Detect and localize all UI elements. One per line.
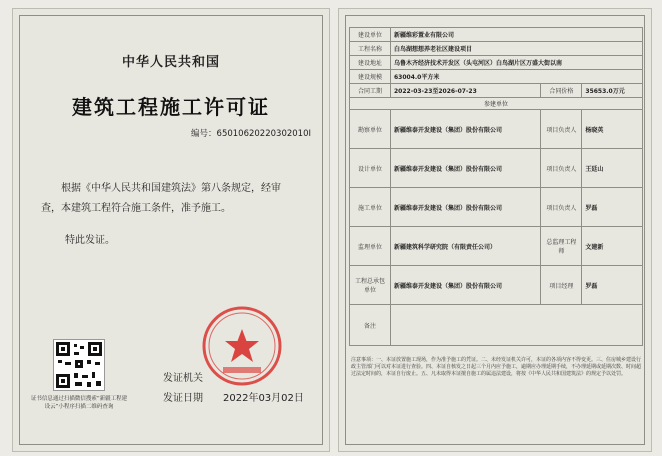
row-value: 乌鲁木齐经济技术开发区（头屯河区）白鸟湖片区万盛大街以南 [391,56,643,70]
qr-caption: 证书信息通过扫描微信搜索“新疆工程建设云”小程序扫描二维码查询 [30,396,128,410]
table-row [350,98,643,110]
qr-code [53,339,105,391]
table-row [350,305,643,346]
issue-date-label: 发证日期 [163,393,203,404]
price-value: 35653.0万元 [582,84,643,98]
unit-name: 新疆维泰开发建设（集团）股份有限公司 [391,149,541,188]
unit-name: 新疆维泰开发建设（集团）股份有限公司 [391,110,541,149]
unit-person-label: 项目经理 [541,266,582,305]
row-value: 新疆维彩置业有限公司 [391,28,643,42]
issued-text: 特此发证。 [65,235,115,246]
table-row [350,266,643,305]
country-title: 中华人民共和国 [121,55,220,70]
price-label: 合同价格 [541,84,582,98]
unit-person: 杨晓英 [582,110,643,149]
row-value: 白鸟湖想想养老社区建设项目 [391,42,643,56]
unit-person-label: 项目负责人 [541,188,582,227]
unit-person: 王廷山 [582,149,643,188]
permit-left-page [12,8,330,452]
unit-person-label: 项目负责人 [541,149,582,188]
remarks-label: 备注 [350,305,391,346]
row-label: 工程名称 [350,42,391,56]
notes-text: 注意事项：一、本证放置施工现场，作为准予施工的凭证。二、未经发证机关许可，本证的各项内容不得变更。三、住房城乡建设行政主管部门可以对本证进行查验。四、本证自核发之日起三个月内应予施工，逾期应办理延期手续，不办理延期或延期次数、时间超过法定时间的，本证自行废止。五、凡未取得本证擅自施工的属违法建设，将按《中华人民共和国建筑法》的规定予以处罚。 [351,357,642,378]
unit-person-label: 项目负责人 [541,110,582,149]
issuer-label: 发证机关 [163,373,203,384]
unit-person-label: 总监理工程师 [541,227,582,266]
period-label: 合同工期 [350,84,391,98]
table-row [350,188,643,227]
permit-number-value: 65010620220302010I [216,129,311,139]
unit-role: 监理单位 [350,227,391,266]
row-label: 建设地址 [350,56,391,70]
unit-role: 施工单位 [350,188,391,227]
permit-number [191,127,311,139]
table-row [350,56,643,70]
remarks-value [391,305,643,346]
permit-right-page [338,8,652,452]
table-row [350,28,643,42]
permit-number-label: 编号： [191,129,217,139]
unit-role: 设计单位 [350,149,391,188]
unit-person: 罗磊 [582,188,643,227]
unit-name: 新疆维泰开发建设（集团）股份有限公司 [391,266,541,305]
row-label: 建设规模 [350,70,391,84]
section-title: 参建单位 [350,98,643,110]
period-value: 2022-03-23至2026-07-23 [391,84,541,98]
row-value: 63004.0平方米 [391,70,643,84]
table-row [350,110,643,149]
row-label: 建设单位 [350,28,391,42]
unit-role: 勘察单位 [350,110,391,149]
unit-name: 新疆建筑科学研究院（有限责任公司） [391,227,541,266]
unit-name: 新疆维泰开发建设（集团）股份有限公司 [391,188,541,227]
permit-body-text: 根据《中华人民共和国建筑法》第八条规定，经审查，本建筑工程符合施工条件，准予施工。 [41,183,281,214]
table-row [350,149,643,188]
project-info-table [349,27,643,346]
table-row [350,42,643,56]
unit-person: 罗磊 [582,266,643,305]
table-row [350,70,643,84]
issue-date-value: 2022年03月02日 [223,393,304,404]
table-row [350,227,643,266]
official-seal-icon [201,305,283,387]
unit-person: 文建新 [582,227,643,266]
unit-role: 工程总承包单位 [350,266,391,305]
permit-title: 建筑工程施工许可证 [72,95,270,119]
table-row [350,84,643,98]
